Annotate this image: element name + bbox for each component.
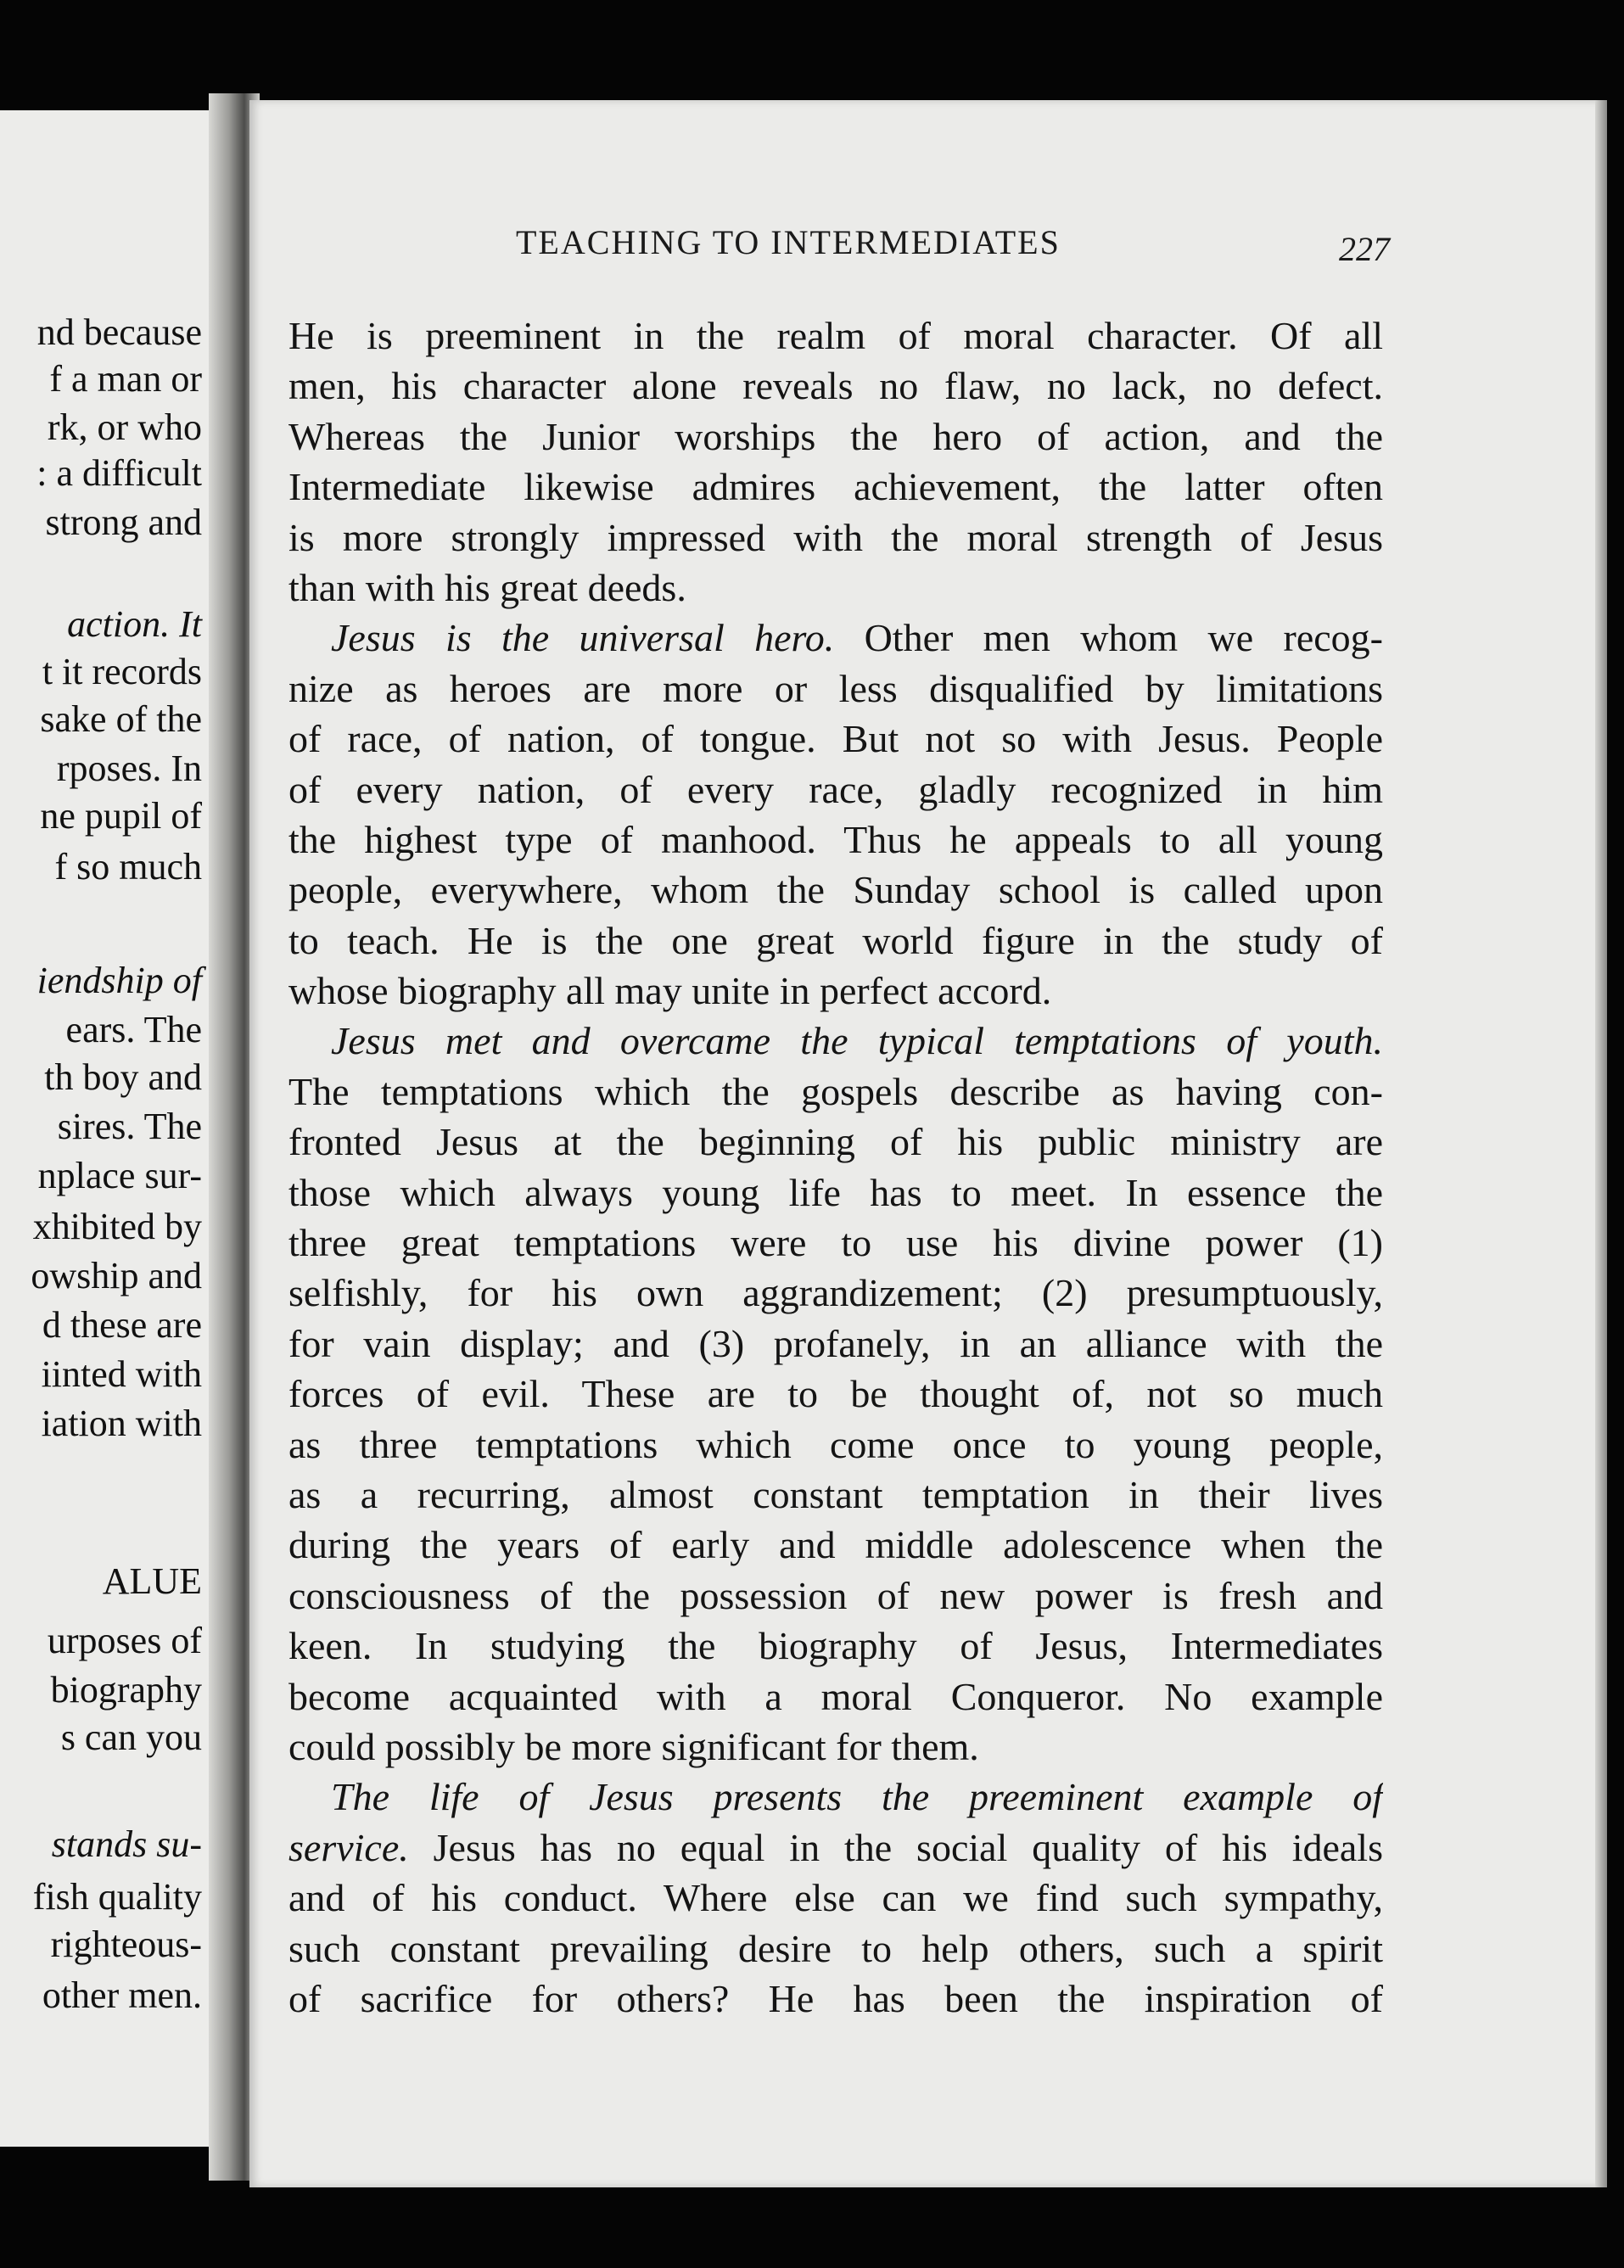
text-line <box>288 714 1383 764</box>
line-text: forces of evil. These are to be thought of, not so much <box>288 1372 1383 1416</box>
text-line <box>288 1672 1383 1722</box>
line-text: consciousness of the possession of new power is fresh and <box>288 1573 1383 1617</box>
text-line <box>288 1420 1383 1470</box>
text-line <box>288 664 1383 714</box>
text-line <box>288 361 1383 411</box>
line-text: to teach. He is the one great world figure in the study of <box>288 918 1383 962</box>
text-line <box>288 1016 1383 1066</box>
left-page-line: nplace sur- <box>37 1155 202 1196</box>
line-text: selfishly, for his own aggrandizement; (2) presumptuously, <box>288 1271 1383 1315</box>
left-page-line: ne pupil of <box>40 795 202 837</box>
text-line <box>288 613 1383 663</box>
line-text: three great temptations were to use his divine power (1) <box>288 1221 1383 1265</box>
text-line <box>288 563 1383 613</box>
line-text: Jesus has no equal in the social quality of his ideals <box>408 1825 1383 1869</box>
left-page-line: sake of the <box>40 698 202 740</box>
left-page-line: sires. The <box>57 1106 202 1147</box>
line-text: of sacrifice for others? He has been the inspiration of <box>288 1976 1383 2020</box>
text-line <box>288 815 1383 865</box>
left-page-line: : a difficult <box>36 452 202 494</box>
text-line <box>288 1924 1383 1974</box>
text-line <box>288 1067 1383 1117</box>
text-line <box>288 1319 1383 1369</box>
left-page-line: iation with <box>41 1403 202 1444</box>
line-text: He is preeminent in the realm of moral character. Of all <box>288 314 1383 357</box>
left-page-line: other men. <box>42 1974 202 2016</box>
italic-lead: The life of Jesus presents the preeminent example of <box>331 1775 1383 1819</box>
line-text: such constant prevailing desire to help others, such a spirit <box>288 1926 1383 1970</box>
left-page-line: nd because <box>36 311 202 353</box>
line-text: is more strongly impressed with the moral strength of Jesus <box>288 515 1383 559</box>
line-text: people, everywhere, whom the Sunday school is called upon <box>288 868 1383 912</box>
left-page-line: s can you <box>60 1716 202 1758</box>
left-page-line: biography <box>50 1669 202 1711</box>
text-line <box>288 865 1383 915</box>
line-text: Whereas the Junior worships the hero of action, and the <box>288 414 1383 458</box>
left-page-line: rposes. In <box>56 748 202 789</box>
left-page-line: t it records <box>42 651 202 692</box>
left-page-line: iinted with <box>41 1353 202 1395</box>
line-text: of every nation, of every race, gladly recognized in him <box>288 767 1383 811</box>
text-line <box>288 1470 1383 1520</box>
italic-lead: Jesus met and overcame the typical temptations of youth. <box>331 1019 1383 1063</box>
line-text: men, his character alone reveals no flaw, no lack, no defect. <box>288 364 1383 408</box>
running-head: TEACHING TO INTERMEDIATES <box>516 223 1061 261</box>
left-page-line: strong and <box>45 501 202 543</box>
page-edge <box>1595 100 1607 2187</box>
text-line <box>288 311 1383 361</box>
line-text: as a recurring, almost constant temptation in their lives <box>288 1472 1383 1516</box>
left-page-line: rk, or who <box>47 406 202 448</box>
line-text: those which always young life has to meet. In essence the <box>288 1170 1383 1214</box>
line-text: Other men whom we recog- <box>834 616 1383 660</box>
line-text: The temptations which the gospels describe as having con- <box>288 1069 1383 1113</box>
left-page-line: d these are <box>42 1304 202 1346</box>
left-page-line: owship and <box>31 1255 202 1296</box>
left-page-line: ears. The <box>65 1009 202 1050</box>
text-line <box>288 916 1383 966</box>
text-line <box>288 1268 1383 1318</box>
left-page-line: th boy and <box>44 1056 202 1098</box>
text-line <box>288 966 1383 1016</box>
line-text: could possibly be more significant for them. <box>288 1724 979 1768</box>
left-page-line: xhibited by <box>32 1206 202 1247</box>
line-text: during the years of early and middle adolescence when the <box>288 1523 1383 1567</box>
line-text: whose biography all may unite in perfect accord. <box>288 969 1052 1013</box>
page-number: 227 <box>1339 230 1390 268</box>
text-line <box>288 1722 1383 1772</box>
text-line <box>288 1520 1383 1570</box>
line-text: of race, of nation, of tongue. But not so with Jesus. People <box>288 717 1383 761</box>
line-text: become acquainted with a moral Conqueror. No example <box>288 1674 1383 1718</box>
line-text: as three temptations which come once to young people, <box>288 1422 1383 1466</box>
text-line <box>288 412 1383 462</box>
text-line <box>288 1772 1383 1822</box>
text-line <box>288 1218 1383 1268</box>
line-text: than with his great deeds. <box>288 565 686 609</box>
italic-lead: Jesus is the universal hero. <box>331 616 835 660</box>
line-text: fronted Jesus at the beginning of his public ministry are <box>288 1120 1383 1164</box>
line-text: and of his conduct. Where else can we find such sympathy, <box>288 1876 1383 1920</box>
left-page-line: urposes of <box>47 1620 202 1661</box>
line-text: nize as heroes are more or less disqualified by limitations <box>288 666 1383 710</box>
text-line <box>288 1369 1383 1419</box>
left-page-line: fish quality <box>32 1876 202 1918</box>
italic-lead: service. <box>288 1825 409 1869</box>
left-page-line: stands su- <box>51 1823 202 1865</box>
text-line <box>288 1571 1383 1621</box>
text-line <box>288 1621 1383 1671</box>
left-page-line: f so much <box>54 846 202 888</box>
text-line <box>288 1823 1383 1873</box>
body-text <box>288 311 1383 2024</box>
text-line <box>288 1974 1383 2024</box>
left-page-line: f a man or <box>49 358 202 400</box>
line-text: keen. In studying the biography of Jesus, Intermediates <box>288 1624 1383 1668</box>
line-text: the highest type of manhood. Thus he appeals to all young <box>288 817 1383 861</box>
text-line <box>288 512 1383 563</box>
line-text: for vain display; and (3) profanely, in an alliance with the <box>288 1321 1383 1365</box>
text-line <box>288 764 1383 815</box>
text-line <box>288 462 1383 512</box>
line-text: Intermediate likewise admires achievement, the latter often <box>288 465 1383 509</box>
text-line <box>288 1168 1383 1218</box>
text-line <box>288 1117 1383 1167</box>
left-page-line: ALUE <box>102 1560 202 1602</box>
left-page-line: iendship of <box>36 960 202 1001</box>
left-page-line: righteous- <box>50 1924 202 1965</box>
text-line <box>288 1873 1383 1923</box>
left-page-line: action. It <box>67 603 202 645</box>
